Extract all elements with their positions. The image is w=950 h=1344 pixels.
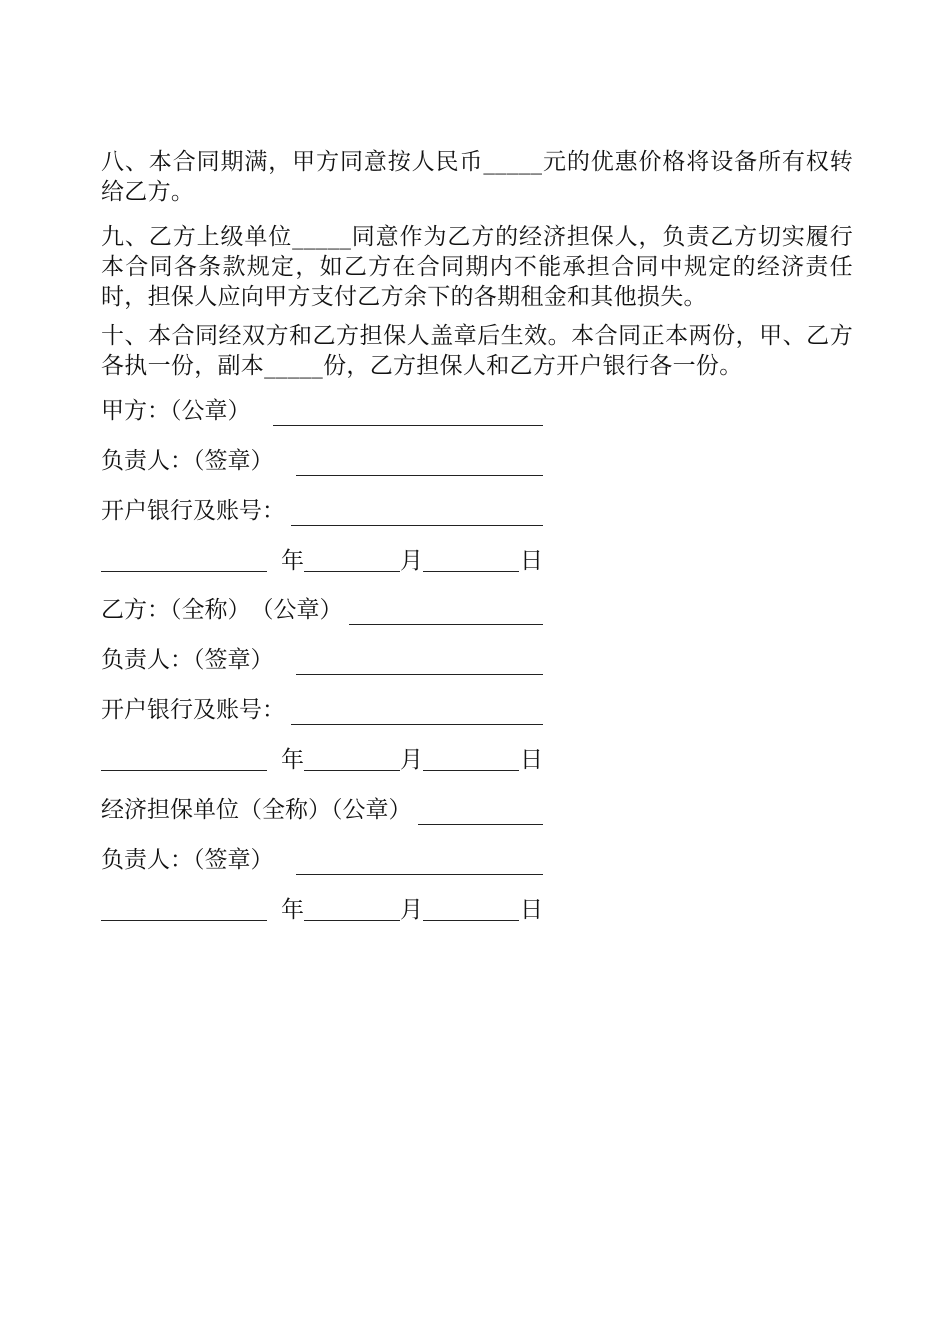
guarantor-date-line <box>101 895 543 925</box>
party-a-day-blank[interactable] <box>423 571 519 572</box>
party-a-seal-line <box>101 396 543 426</box>
party-b-month-blank[interactable] <box>304 770 400 771</box>
party-b-bank-line <box>101 695 543 725</box>
party-a-person-line <box>101 446 543 476</box>
party-a-year-unit: 年 <box>281 548 304 574</box>
party-a-person-blank[interactable] <box>296 451 544 476</box>
party-b-month-unit: 月 <box>400 747 423 773</box>
party-a-seal-blank[interactable] <box>273 401 544 426</box>
party-b-person-label: 负责人：（签章） <box>101 647 274 673</box>
party-b-seal-line <box>101 595 543 625</box>
guarantor-person-blank[interactable] <box>296 850 544 875</box>
guarantor-seal-label: 经济担保单位（全称）（公章） <box>101 797 412 823</box>
clause-9: 九、乙方上级单位_____同意作为乙方的经济担保人，负责乙方切实履行本合同各条款规定，如乙方在合同期内不能承担合同中规定的经济责任时，担保人应向甲方支付乙方余下的各期租金和其他损失。 <box>101 224 853 310</box>
guarantor-date-blank[interactable] <box>101 920 267 921</box>
guarantor-seal-blank[interactable] <box>418 800 544 825</box>
party-a-day-unit: 日 <box>520 548 543 574</box>
party-a-bank-line <box>101 496 543 526</box>
party-b-seal-blank[interactable] <box>349 600 544 625</box>
party-a-month-unit: 月 <box>400 548 423 574</box>
party-a-seal-label: 甲方：（公章） <box>101 398 251 424</box>
party-b-year-unit: 年 <box>281 747 304 773</box>
guarantor-person-line <box>101 845 543 875</box>
party-b-seal-label: 乙方：（全称） （公章） <box>101 597 343 623</box>
party-b-person-blank[interactable] <box>296 650 544 675</box>
party-a-month-blank[interactable] <box>304 571 400 572</box>
party-a-bank-label: 开户银行及账号： <box>101 498 285 524</box>
guarantor-month-unit: 月 <box>400 897 423 923</box>
party-b-bank-label: 开户银行及账号： <box>101 697 285 723</box>
party-b-bank-blank[interactable] <box>291 700 543 725</box>
party-b-day-blank[interactable] <box>423 770 519 771</box>
party-a-date-blank[interactable] <box>101 571 267 572</box>
clause-8: 八、本合同期满，甲方同意按人民币_____元的优惠价格将设备所有权转给乙方。 <box>101 149 853 205</box>
guarantor-day-unit: 日 <box>520 897 543 923</box>
guarantor-month-blank[interactable] <box>304 920 400 921</box>
guarantor-day-blank[interactable] <box>423 920 519 921</box>
party-b-date-blank[interactable] <box>101 770 267 771</box>
guarantor-seal-line <box>101 795 543 825</box>
party-b-date-line <box>101 745 543 775</box>
party-a-date-line <box>101 546 543 576</box>
guarantor-year-unit: 年 <box>281 897 304 923</box>
clause-10: 十、本合同经双方和乙方担保人盖章后生效。本合同正本两份，甲、乙方各执一份，副本_____份，乙方担保人和乙方开户银行各一份。 <box>101 323 853 379</box>
guarantor-person-label: 负责人：（签章） <box>101 847 274 873</box>
party-b-day-unit: 日 <box>520 747 543 773</box>
party-a-bank-blank[interactable] <box>291 501 543 526</box>
party-b-person-line <box>101 645 543 675</box>
party-a-person-label: 负责人：（签章） <box>101 448 274 474</box>
